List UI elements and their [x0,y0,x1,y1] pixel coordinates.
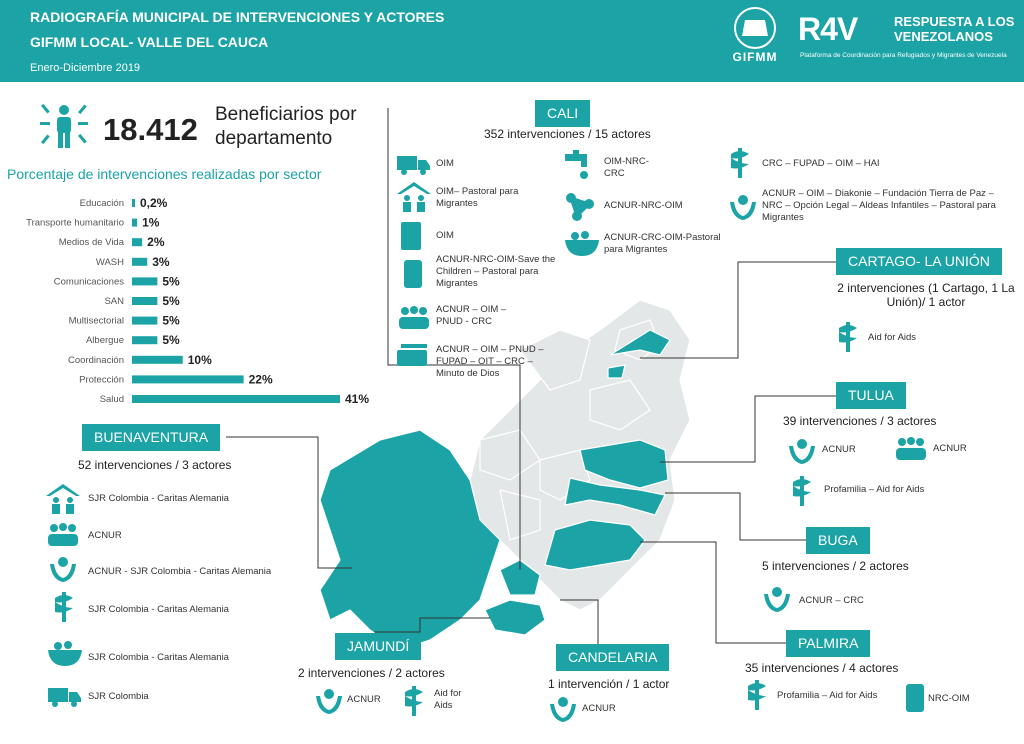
truck-icon [48,682,82,708]
palmira-item-1: Profamilia – Aid for Aids [777,690,878,701]
protection-icon [728,192,758,222]
cash-icon [397,342,431,368]
chart-category-label: WASH [95,256,124,268]
chart-category-label: Comunicaciones [53,276,124,288]
document-icon [401,222,425,250]
protection-icon [548,694,578,724]
health-caduceus-icon [402,686,426,716]
buenaventura-label: BUENAVENTURA [82,424,220,451]
cali-label: CALI [535,100,590,127]
jamundi-stat: 2 intervenciones / 2 actores [298,666,445,680]
sector-bar-chart [0,190,390,415]
tulua-label: TULUA [836,382,906,409]
chart-value-label: 5% [162,333,180,348]
group-icon [894,436,928,460]
candelaria-label: CANDELARIA [556,644,669,671]
region-jamundi [485,600,545,635]
cali-item-4: ACNUR-NRC-OIM-Save the Children – Pastoral para Migrantes [436,254,556,289]
tulua-item-1: ACNUR [822,444,856,455]
chart-value-label: 22% [248,372,273,387]
tulua-item-3: Profamilia – Aid for Aids [824,484,925,495]
palmira-item-2: NRC-OIM [928,693,970,704]
chart-value-label: 41% [345,392,370,406]
cali-item-11: ACNUR – OIM – Diakonie – Fundación Tierra de Paz – NRC – Opción Legal – Aldeas Infantiles – Pastoral para Migrantes [762,188,996,223]
chart-bar [132,356,183,364]
chart-value-label: 2% [147,235,165,250]
chart-category-label: Protección [79,374,124,386]
chart-category-label: Educación [79,198,124,209]
header-bar: RADIOGRAFÍA MUNICIPAL DE INTERVENCIONES Y ACTORES GIFMM LOCAL- VALLE DEL CAUCA Enero-Diciembre 2019 GIFMM R4V RESPUESTA A LOS VENEZOLANOS Plataforma de Coordinación para Refugiados y Migrantes de Venezuela [0,0,1024,82]
health-caduceus-icon [745,680,769,710]
chart-category-label: Salud [99,394,124,405]
cali-item-9: ACNUR-CRC-OIM-Pastoral para Migrantes [604,232,721,255]
chart-bar [132,277,157,285]
protection-icon [762,584,792,614]
header-subtitle: GIFMM LOCAL- VALLE DEL CAUCA [30,34,269,50]
shelter-icon [46,484,80,514]
cali-stat: 352 intervenciones / 15 actores [484,127,651,141]
chart-value-label: 0,2% [140,196,168,210]
chart-category-label: Albergue [85,335,124,347]
buenaventura-item-1: SJR Colombia - Caritas Alemania [88,493,229,504]
chart-bar [132,336,157,344]
chart-bar [132,395,340,403]
protection-icon [787,436,817,466]
chart-title: Porcentaje de intervenciones realizadas por sector [7,166,322,182]
chart-category-label: Transporte humanitario [26,217,124,229]
cali-item-5: ACNUR – OIM – PNUD - CRC [436,304,507,327]
chart-value-label: 3% [152,254,170,269]
health-caduceus-icon [52,592,76,622]
group-icon [46,522,80,546]
protection-icon [314,686,344,716]
cali-item-10: CRC – FUPAD – OIM – HAI [762,158,880,169]
cartago-label: CARTAGO- LA UNIÓN [836,248,1002,275]
food-bowl-icon [48,640,82,666]
buenaventura-item-3: ACNUR - SJR Colombia - Caritas Alemania [88,566,272,577]
buenaventura-item-6: SJR Colombia [88,691,149,702]
header-period: Enero-Diciembre 2019 [30,62,141,74]
beneficiaries-label: Beneficiarios por departamento [215,104,357,149]
shelter-icon [397,182,431,212]
jamundi-item-1: ACNUR [347,694,381,705]
chart-value-label: 5% [162,294,180,308]
cartago-stat: 2 intervenciones (1 Cartago, 1 La Unión)/ 1 actor [837,281,1015,309]
chart-category-label: Multisectorial [68,315,124,327]
chart-bar [132,219,137,227]
cali-item-3: OIM [436,230,454,241]
chart-category-label: Coordinación [68,354,124,366]
cali-item-2: OIM– Pastoral para Migrantes [436,186,519,209]
health-caduceus-icon [836,322,860,352]
chart-bar [132,375,244,383]
region-buenaventura [320,430,500,650]
beneficiaries-count: 18.412 [103,112,198,147]
chart-bar [132,297,157,305]
buenaventura-item-4: SJR Colombia - Caritas Alemania [88,604,229,615]
cartago-item-1: Aid for Aids [868,332,917,343]
chart-value-label: 1% [142,215,160,230]
network-icon [565,192,595,222]
chart-value-label: 10% [187,352,212,367]
phone-icon [404,260,422,288]
tulua-stat: 39 intervenciones / 3 actores [783,414,937,428]
buga-stat: 5 intervenciones / 2 actores [762,559,909,573]
cali-item-6: ACNUR – OIM – PNUD – FUPAD – OIT – CRC – Minuto de Dios [436,344,544,379]
health-caduceus-icon [728,148,752,178]
truck-icon [397,150,431,176]
buenaventura-item-2: ACNUR [88,530,122,541]
jamundi-label: JAMUNDÍ [335,633,421,660]
protection-icon [48,554,78,584]
candelaria-stat: 1 intervención / 1 actor [548,677,670,691]
chart-value-label: 5% [162,313,180,328]
buga-item-1: ACNUR – CRC [799,595,864,606]
palmira-label: PALMIRA [786,630,870,657]
chart-category-label: SAN [104,296,124,307]
water-tap-icon [565,150,595,180]
chart-bar [132,238,142,246]
cali-item-7: OIM-NRC-CRC [604,156,649,179]
candelaria-item-1: ACNUR [582,703,616,714]
health-caduceus-icon [790,476,814,506]
cali-item-1: OIM [436,158,454,169]
buenaventura-stat: 52 intervenciones / 3 actores [78,458,232,472]
group-icon [397,305,431,329]
gifmm-logo: GIFMM [722,6,788,76]
buga-label: BUGA [806,527,870,554]
cali-item-8: ACNUR-NRC-OIM [604,200,683,211]
chart-bar [132,258,147,266]
tulua-item-2: ACNUR [933,443,967,454]
chart-category-label: Medios de Vida [58,237,124,249]
header-title: RADIOGRAFÍA MUNICIPAL DE INTERVENCIONES Y ACTORES [30,9,445,25]
chart-bar [132,317,157,325]
palmira-stat: 35 intervenciones / 4 actores [745,661,899,675]
food-bowl-icon [565,230,599,256]
buenaventura-item-5: SJR Colombia - Caritas Alemania [88,652,229,663]
jamundi-item-2: Aid for Aids [434,688,462,711]
phone-icon [906,684,924,712]
chart-bar [132,199,135,207]
people-icon [38,100,90,152]
chart-value-label: 5% [162,274,180,289]
